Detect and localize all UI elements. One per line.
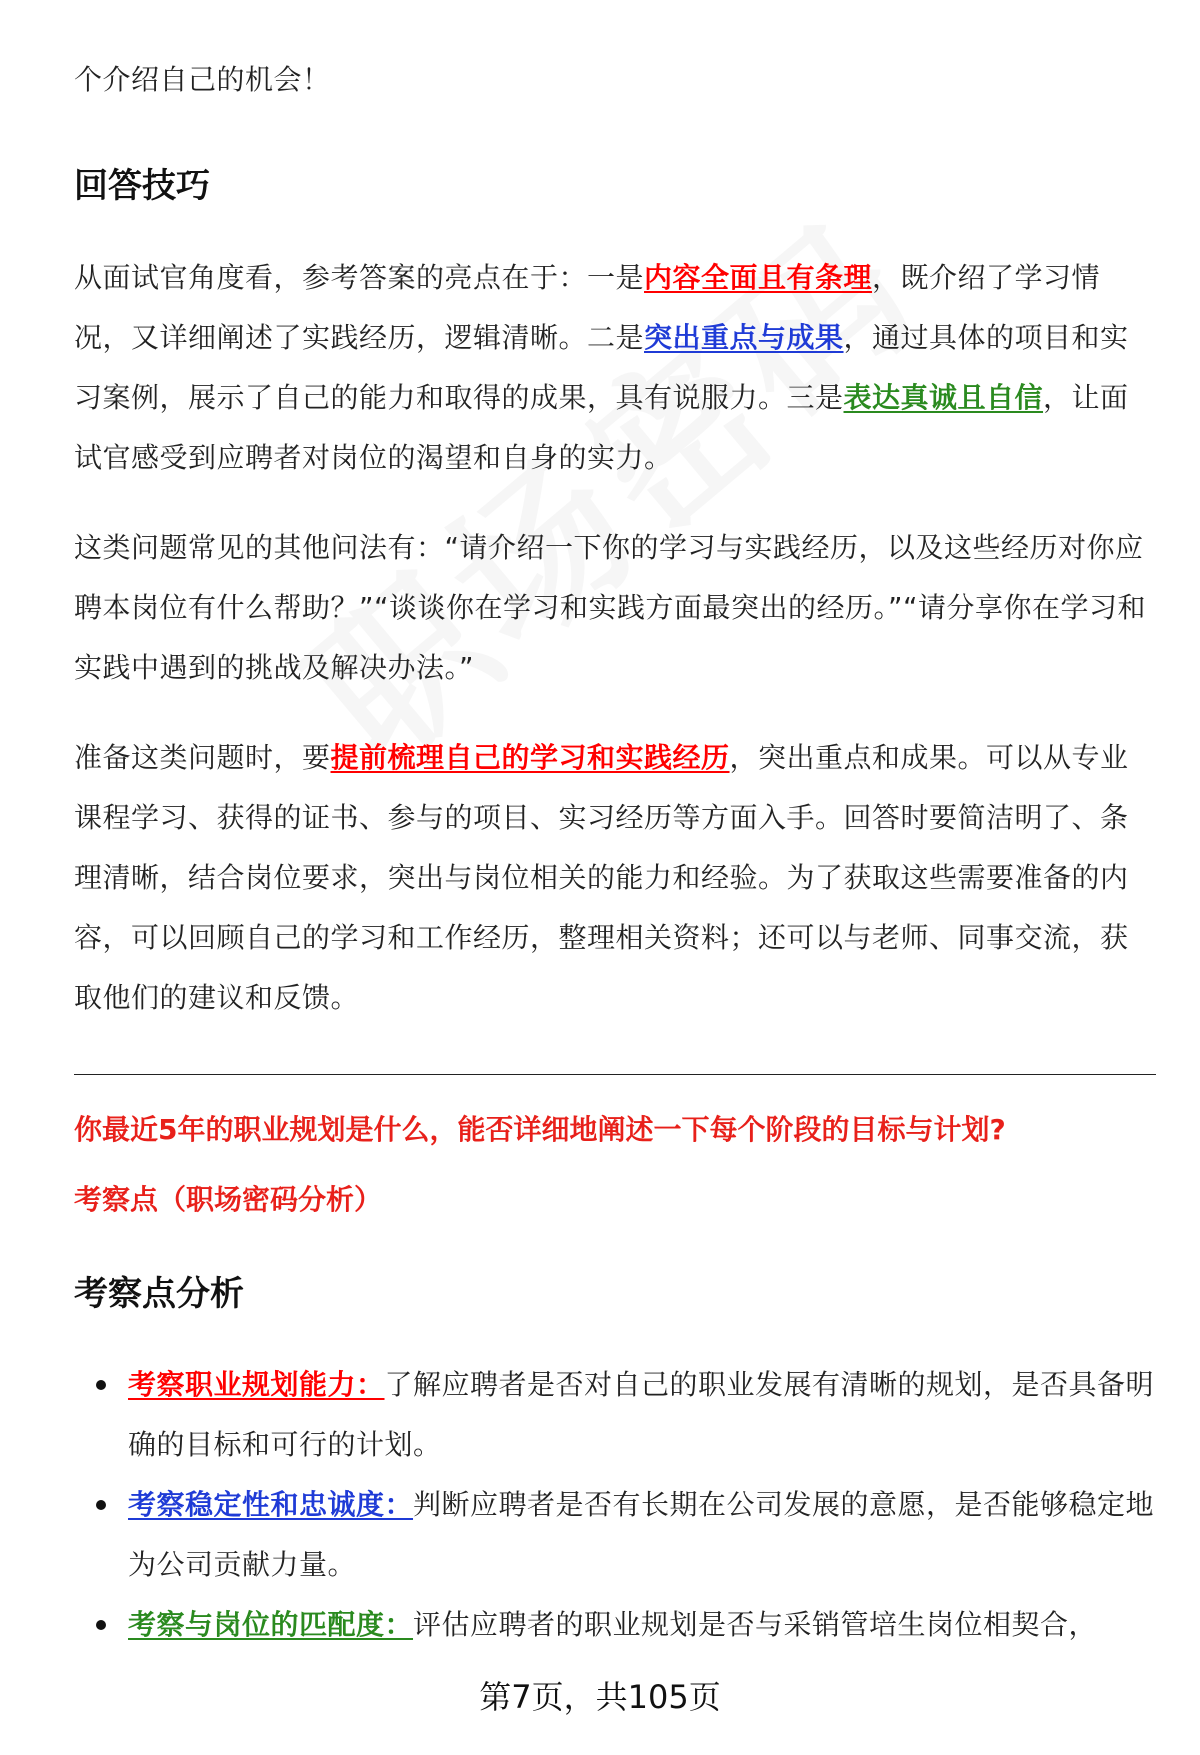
bullet-icon [96, 1500, 106, 1510]
paragraph-text: ，通过具体的项目和实习案例，展示了自己的能力和取得的成果，具有说服力。三是 [74, 321, 1129, 414]
list-item-text: 了解应聘者是否对自己的职业发展有清晰的规划，是否具备明确的目标和可行的计划。 [128, 1368, 1155, 1461]
section-heading-answer-tips: 回答技巧 [74, 166, 210, 206]
highlight-key-points: 突出重点与成果 [644, 321, 844, 354]
question-title: 你最近5年的职业规划是什么，能否详细地阐述一下每个阶段的目标与计划? [74, 1113, 1006, 1146]
list-item-text: 判断应聘者是否有长期在公司发展的意愿，是否能够稳定地为公司贡献力量。 [128, 1488, 1155, 1581]
list-item-label: 考察职业规划能力： [128, 1368, 385, 1401]
question-subtitle: 考察点（职场密码分析） [74, 1183, 383, 1216]
list-item-label: 考察稳定性和忠诚度： [128, 1488, 414, 1521]
list-item-text: 评估应聘者的职业规划是否与采销管培生岗位相契合， [413, 1608, 1098, 1641]
list-item [74, 1355, 1156, 1475]
list-item [74, 1475, 1156, 1595]
list-item-label: 考察与岗位的匹配度： [128, 1608, 414, 1641]
paragraph-text: 从面试官角度看，参考答案的亮点在于：一是 [74, 261, 645, 294]
paragraph-text: ，突出重点和成果。可以从专业课程学习、获得的证书、参与的项目、实习经历等方面入手。回答时要简洁明了、条理清晰，结合岗位要求，突出与岗位相关的能力和经验。为了获取这些需要准备的内容，可以回顾自己的学习和工作经历，整理相关资料；还可以与老师、同事交流，获取他们的建议和反馈。 [74, 741, 1129, 1014]
highlight-sincere: 表达真诚且自信 [843, 381, 1044, 414]
intro-tail-text: 个介绍自己的机会！ [74, 63, 331, 96]
bullet-icon [96, 1380, 106, 1390]
highlight-comprehensive: 内容全面且有条理 [644, 261, 873, 294]
paragraph-highlights [74, 248, 1154, 488]
bullet-icon [96, 1620, 106, 1630]
section-heading-analysis: 考察点分析 [74, 1274, 244, 1314]
paragraph-text: ，让面试官感受到应聘者对岗位的渴望和自身的实力。 [74, 381, 1129, 474]
analysis-list [74, 1355, 1156, 1655]
page-number-footer: 第7页，共105页 [479, 1678, 721, 1716]
list-item [74, 1595, 1156, 1655]
highlight-organize-experience: 提前梳理自己的学习和实践经历 [330, 741, 730, 774]
paragraph-preparation [74, 728, 1154, 1028]
paragraph-text: ，既介绍了学习情况，又详细阐述了实践经历，逻辑清晰。二是 [74, 261, 1101, 354]
paragraph-other-questions: 这类问题常见的其他问法有：“请介绍一下你的学习与实践经历，以及这些经历对你应聘本岗位有什么帮助？”“谈谈你在学习和实践方面最突出的经历。”“请分享你在学习和实践中遇到的挑战及解决办法。” [74, 531, 1147, 684]
section-divider [74, 1074, 1156, 1075]
paragraph-text: 准备这类问题时，要 [74, 741, 331, 774]
